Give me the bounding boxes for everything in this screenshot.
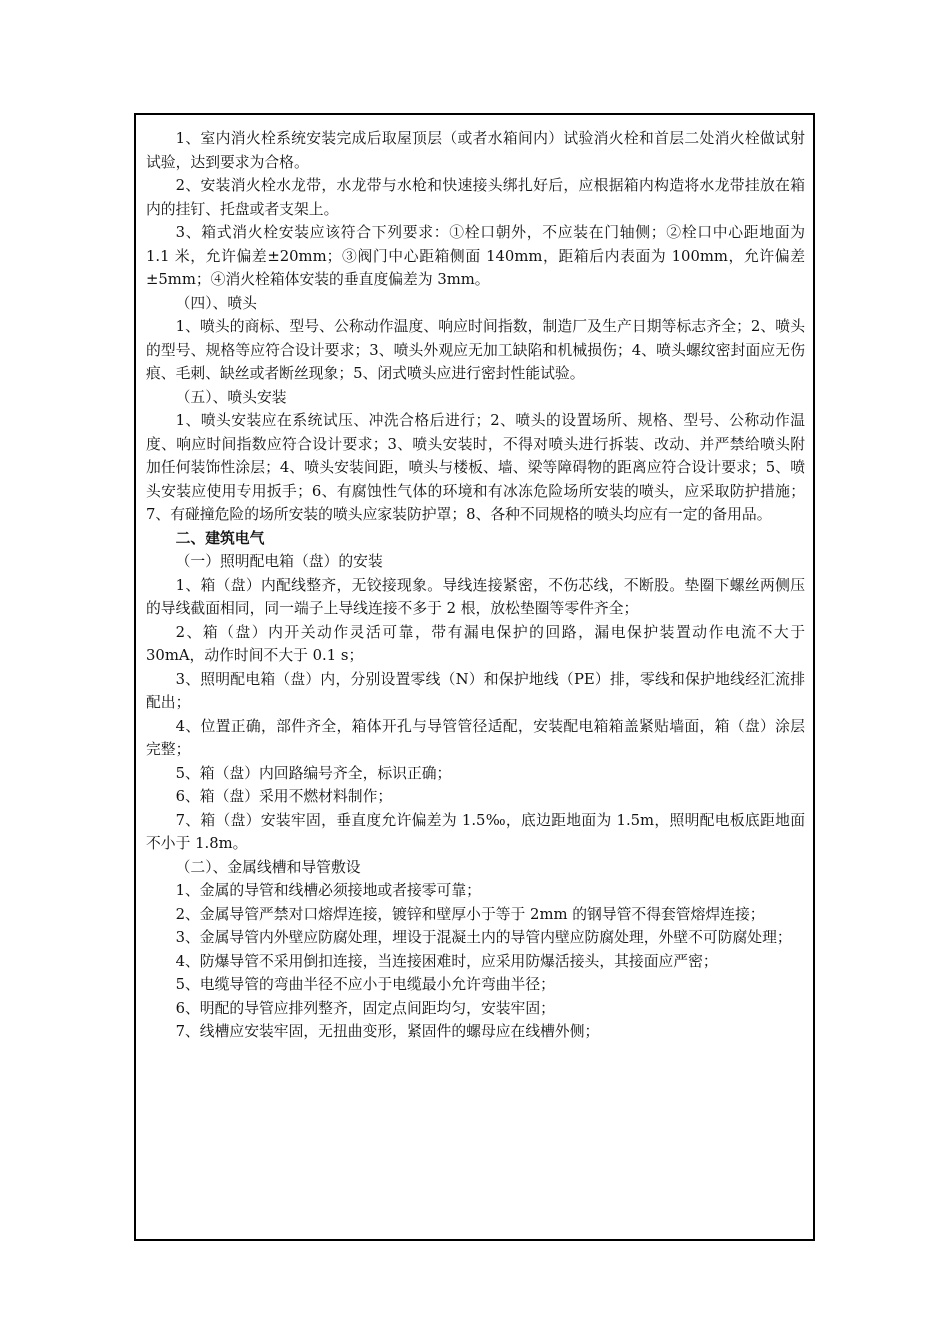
section-heading: （五）、喷头安装 bbox=[175, 388, 287, 406]
section-heading: （四）、喷头 bbox=[175, 294, 257, 312]
paragraph: 6、箱（盘）采用不燃材料制作； bbox=[175, 788, 393, 805]
paragraph: 1、箱（盘）内配线整齐，无铰接现象。导线连接紧密，不伤芯线，不断股。垫圈下螺丝两侧压的导线截面相同，同一端子上导线连接不多于 2 根，放松垫圈等零件齐全； bbox=[146, 576, 805, 617]
paragraph: 1、金属的导管和线槽必须接地或者接零可靠； bbox=[175, 882, 481, 899]
paragraph: 1、喷头安装应在系统试压、冲洗合格后进行；2、喷头的设置场所、规格、型号、公称动作温度、响应时间指数应符合设计要求；3、喷头安装时，不得对喷头进行拆装、改动、并严禁给喷头附加任何装饰性涂层；4、喷头安装间距，喷头与楼板、墙、梁等障碍物的距离应符合设计要求；5、喷头安装应使用专用扳手；6、有腐蚀性气体的环境和有冰冻危险场所安装的喷头，应采取防护措施；7、有碰撞危险的场所安装的喷头应家装防护罩；8、各种不同规格的喷头均应有一定的备用品。 bbox=[146, 412, 805, 523]
paragraph: 6、明配的导管应排列整齐，固定点间距均匀，安装牢固； bbox=[175, 999, 555, 1017]
paragraph: 4、位置正确，部件齐全，箱体开孔与导管管径适配，安装配电箱箱盖紧贴墙面，箱（盘）涂层完整； bbox=[146, 717, 805, 758]
paragraph: 2、安装消火栓水龙带，水龙带与水枪和快速接头绑扎好后，应根据箱内构造将水龙带挂放在箱内的挂钉、托盘或者支架上。 bbox=[146, 177, 805, 218]
paragraph: 7、线槽应安装牢固，无扭曲变形，紧固件的螺母应在线槽外侧； bbox=[175, 1023, 600, 1040]
paragraph: 1、喷头的商标、型号、公称动作温度、响应时间指数，制造厂及生产日期等标志齐全；2、喷头的型号、规格等应符合设计要求；3、喷头外观应无加工缺陷和机械损伤；4、喷头螺纹密封面应无伤痕、毛刺、缺丝或者断丝现象；5、闭式喷头应进行密封性能试验。 bbox=[146, 318, 805, 382]
paragraph: 2、箱（盘）内开关动作灵活可靠，带有漏电保护的回路，漏电保护装置动作电流不大于 30mA，动作时间不大于 0.1 s； bbox=[146, 623, 805, 664]
paragraph: 4、防爆导管不采用倒扣连接，当连接困难时，应采用防爆活接头，其接面应严密； bbox=[175, 952, 718, 970]
paragraph: 5、箱（盘）内回路编号齐全，标识正确； bbox=[175, 764, 452, 782]
document-frame bbox=[134, 113, 815, 1241]
paragraph: 3、照明配电箱（盘）内，分别设置零线（N）和保护地线（PE）排，零线和保护地线经汇流排配出； bbox=[146, 670, 805, 711]
section-heading: （一）照明配电箱（盘）的安装 bbox=[175, 553, 383, 570]
chapter-heading: 二、建筑电气 bbox=[175, 529, 265, 547]
paragraph: 1、室内消火栓系统安装完成后取屋顶层（或者水箱间内）试验消火栓和首层二处消火栓做试射试验，达到要求为合格。 bbox=[146, 130, 805, 171]
document-body bbox=[146, 127, 805, 1044]
paragraph: 2、金属导管严禁对口熔焊连接，镀锌和壁厚小于等于 2mm 的钢导管不得套管熔焊连接； bbox=[175, 905, 765, 923]
paragraph: 3、金属导管内外壁应防腐处理，埋设于混凝土内的导管内壁应防腐处理，外壁不可防腐处理； bbox=[175, 929, 792, 946]
section-heading: （二）、金属线槽和导管敷设 bbox=[175, 858, 361, 876]
paragraph: 3、箱式消火栓安装应该符合下列要求：①栓口朝外，不应装在门轴侧；②栓口中心距地面为 1.1 米，允许偏差±20mm；③阀门中心距箱侧面 140mm，距箱后内表面为 100mm，允许偏差±5mm；④消火栓箱体安装的垂直度偏差为 3mm。 bbox=[146, 224, 805, 288]
paragraph: 7、箱（盘）安装牢固，垂直度允许偏差为 1.5‰，底边距地面为 1.5m，照明配电板底距地面不小于 1.8m。 bbox=[146, 811, 805, 852]
paragraph: 5、电缆导管的弯曲半径不应小于电缆最小允许弯曲半径； bbox=[175, 976, 555, 993]
